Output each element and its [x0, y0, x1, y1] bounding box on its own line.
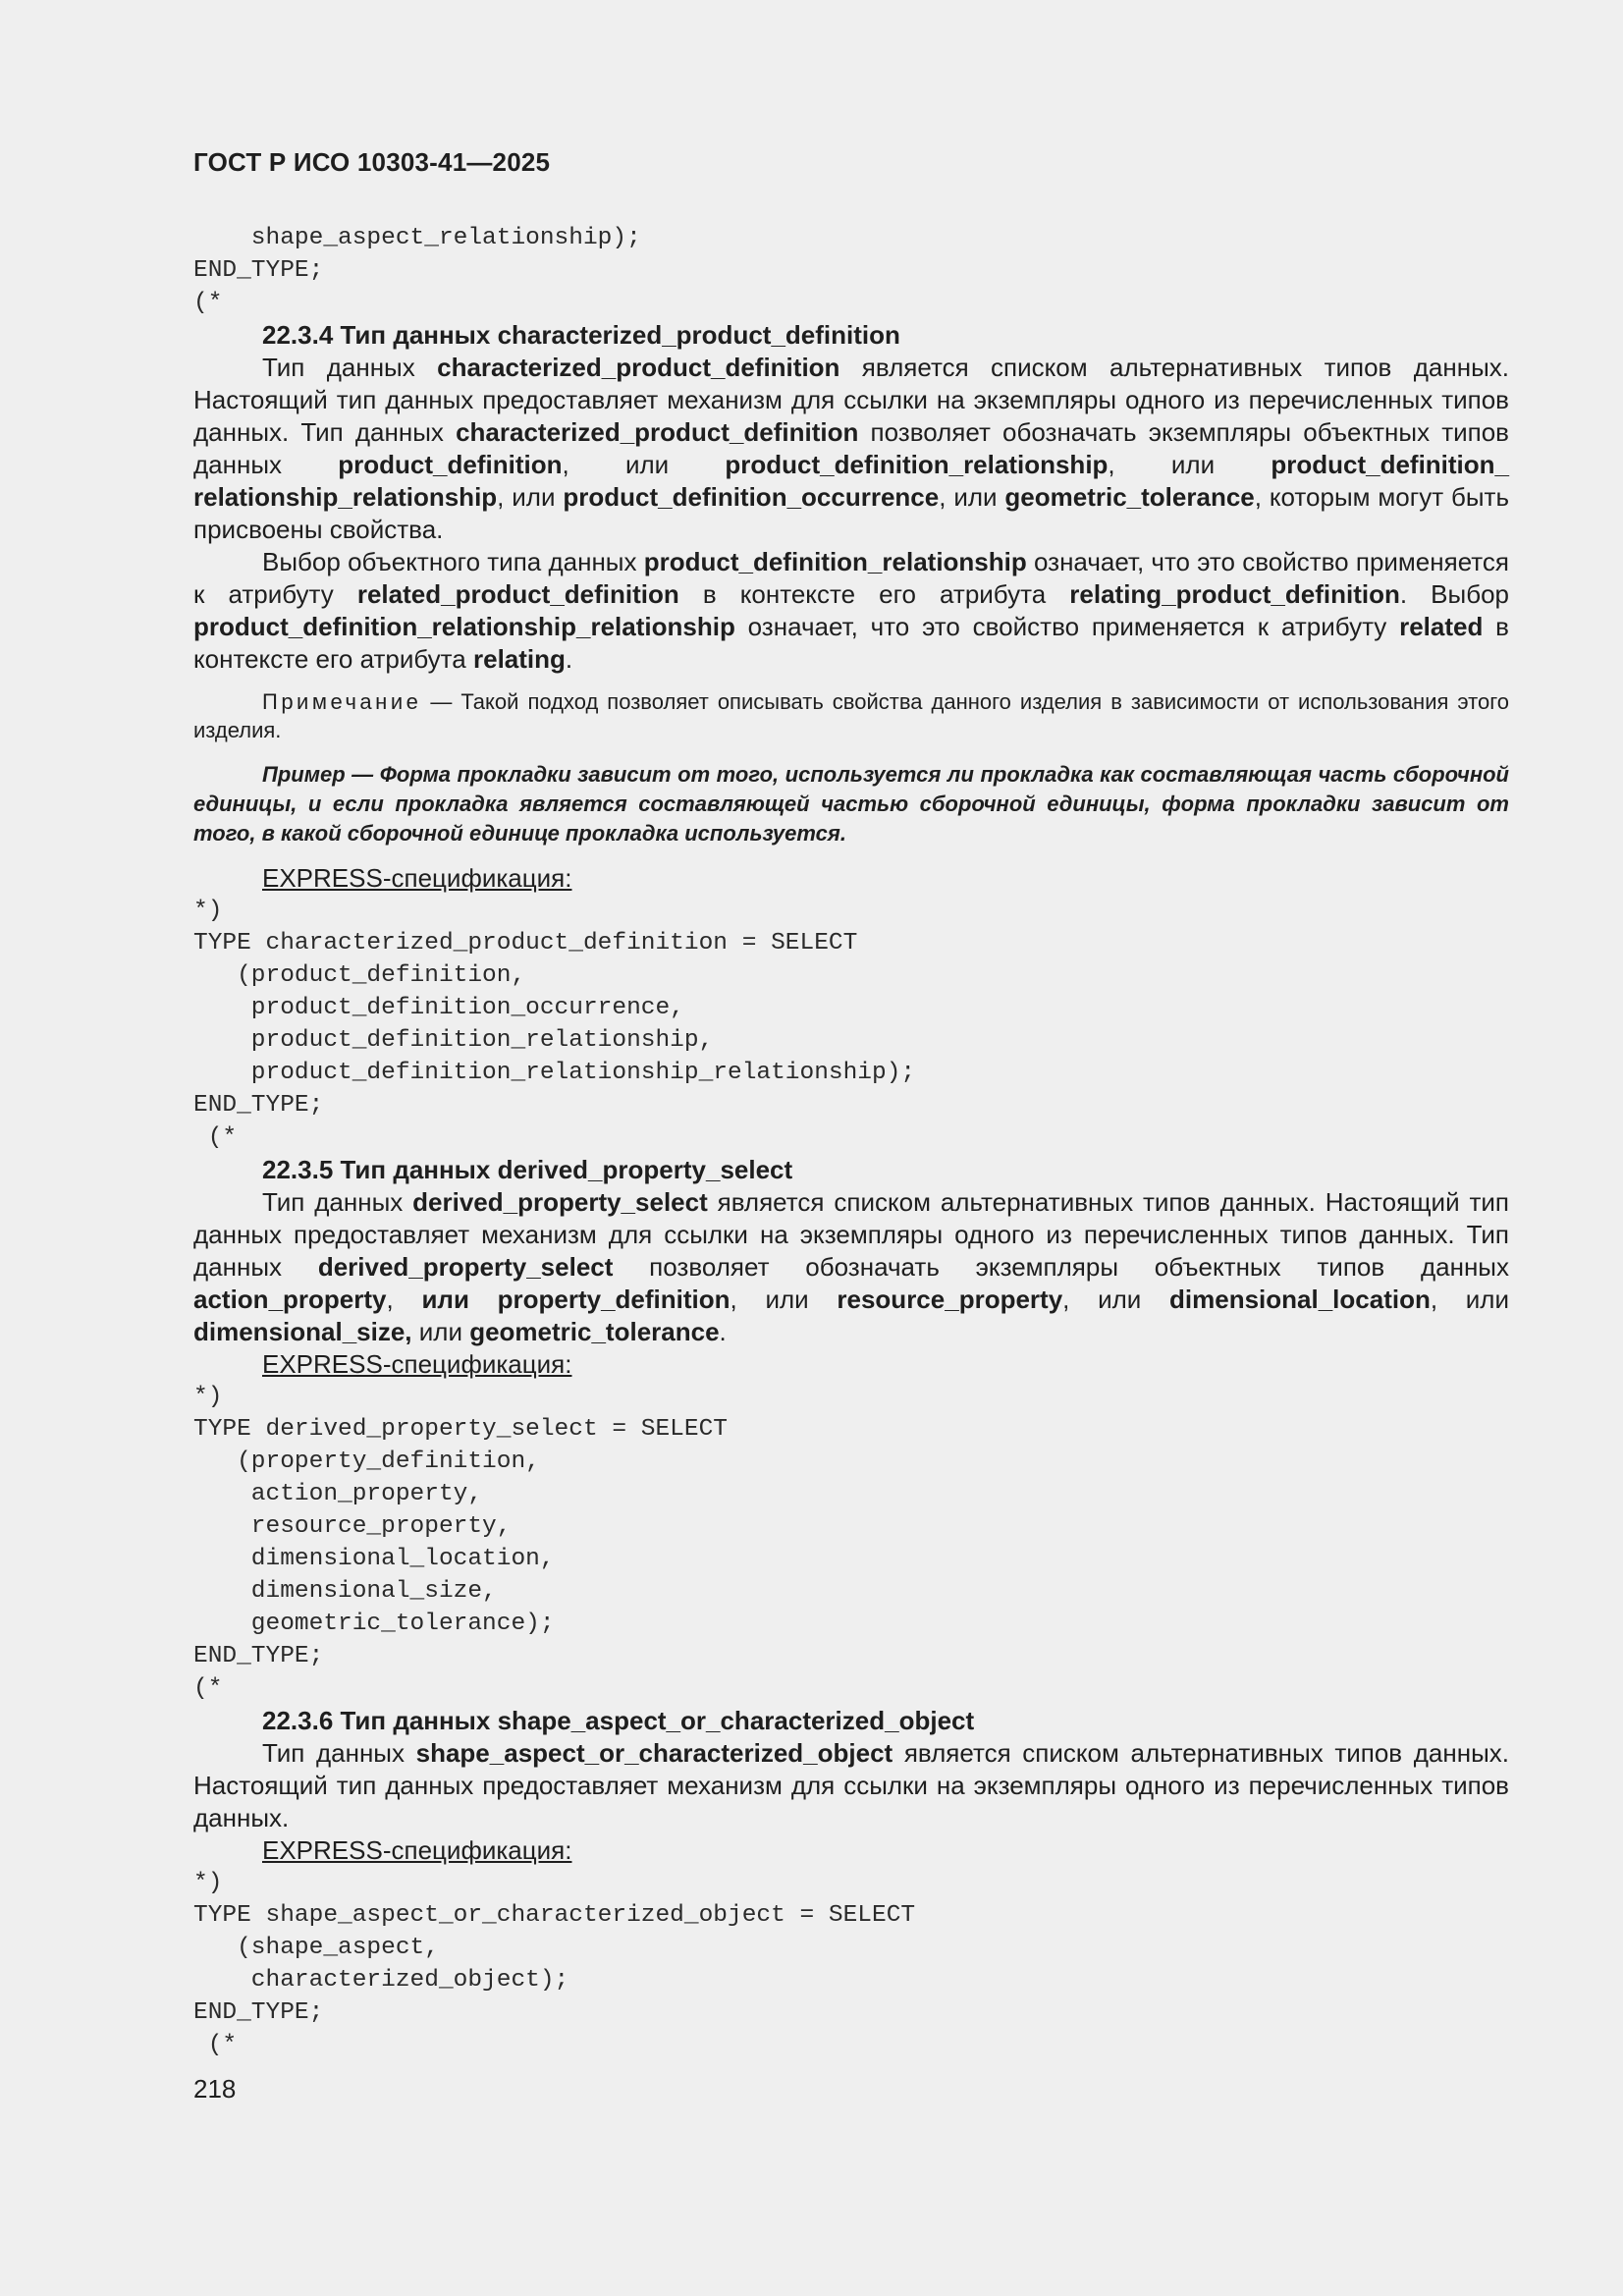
- note: [193, 687, 1509, 744]
- note-text: — Такой подход позволяет описывать свойства данного изделия в зависимости от использования этого изделия.: [193, 689, 1509, 742]
- express-spec-label: EXPRESS-спецификация:: [262, 1349, 572, 1379]
- paragraph: [193, 352, 1509, 546]
- text-run: , или: [730, 1285, 838, 1314]
- section-heading-22-3-6: 22.3.6 Тип данных shape_aspect_or_characterized_object: [262, 1706, 975, 1735]
- bold-term: relating: [472, 644, 566, 674]
- express-spec-label: EXPRESS-спецификация:: [262, 1835, 572, 1865]
- bold-term: dimensional_size,: [193, 1317, 412, 1346]
- bold-term: related: [1399, 612, 1484, 641]
- text-run: в контексте его атрибута: [193, 612, 1509, 674]
- text-run: Тип данных: [262, 353, 438, 382]
- text-run: означает, что это свойство применяется к атрибуту: [193, 547, 1509, 609]
- bold-term: related_product_definition: [356, 579, 679, 609]
- text-run: является списком альтернативных типов данных. Настоящий тип данных предоставляет механизм для ссылки на экземпляры одного из перечисленных типов данных. Тип данных: [193, 1187, 1510, 1282]
- bold-term: product_definition_relationship_relationship: [193, 612, 735, 641]
- text-run: Выбор объектного типа данных: [262, 547, 644, 576]
- example: Пример — Форма прокладки зависит от того, используется ли прокладка как составляющая часть сборочной единицы, и если прокладка является составляющей частью сборочной единицы, форма прокладки зависит от того, в какой сборочной единице прокладка используется.: [193, 762, 1509, 846]
- paragraph: [193, 1186, 1509, 1348]
- text-run: или: [411, 1317, 470, 1346]
- bold-term: product_definition_ relationship_relationship: [193, 450, 1510, 512]
- text-run: Тип данных: [262, 1738, 416, 1768]
- text-run: , или: [497, 482, 564, 512]
- text-run: позволяет обозначать экземпляры объектных типов данных: [613, 1252, 1509, 1282]
- page-number: 218: [193, 2074, 237, 2104]
- text-run: является списком альтернативных типов данных. Настоящий тип данных предоставляет механизм для ссылки на экземпляры одного из перечисленных типов данных. Тип данных: [193, 353, 1509, 447]
- text-run: . Выбор: [1399, 579, 1510, 609]
- bold-term: derived_property_select: [317, 1252, 614, 1282]
- bold-term: product_definition_relationship: [725, 450, 1109, 479]
- text-run: является списком альтернативных типов данных. Настоящий тип данных предоставляет механизм для ссылки на экземпляры одного из перечисленных типов данных.: [193, 1738, 1509, 1832]
- bold-term: product_definition_relationship: [643, 547, 1027, 576]
- text-run: позволяет обозначать экземпляры объектных типов данных: [193, 417, 1509, 479]
- text-run: , или: [562, 450, 726, 479]
- text-run: , которым могут быть присвоены свойства.: [193, 482, 1510, 544]
- text-run: ,: [386, 1285, 422, 1314]
- code-block-1: shape_aspect_relationship); END_TYPE; (*: [193, 225, 641, 316]
- paragraph: [193, 1737, 1509, 1834]
- section-heading-22-3-5: 22.3.5 Тип данных derived_property_select: [262, 1155, 793, 1184]
- bold-term: relating_product_definition: [1069, 579, 1400, 609]
- bold-term: или property_definition: [421, 1285, 730, 1314]
- text-run: означает, что это свойство применяется к атрибуту: [734, 612, 1400, 641]
- bold-term: dimensional_location: [1169, 1285, 1431, 1314]
- code-block-2: *) TYPE characterized_product_definition = SELECT (product_definition, product_definition_occurrence, product_definition_relationship, product_definition_relationship_relationship); END_TYPE; (*: [193, 898, 916, 1151]
- bold-term: derived_property_select: [412, 1187, 708, 1217]
- note-label: Примечание: [262, 689, 422, 714]
- code-block-3: *) TYPE derived_property_select = SELECT (property_definition, action_property, resource_property, dimensional_location, dimensional_size, geometric_tolerance); END_TYPE; (*: [193, 1384, 728, 1702]
- text-run: , или: [1430, 1285, 1509, 1314]
- page-content: [193, 222, 1509, 2061]
- paragraph: [193, 546, 1509, 676]
- bold-term: product_definition_occurrence: [563, 482, 940, 512]
- bold-term: shape_aspect_or_characterized_object: [415, 1738, 893, 1768]
- text-run: Тип данных: [262, 1187, 413, 1217]
- text-run: .: [565, 644, 573, 674]
- text-run: , или: [1062, 1285, 1170, 1314]
- bold-term: geometric_tolerance: [1004, 482, 1255, 512]
- text-run: в контексте его атрибута: [678, 579, 1070, 609]
- bold-term: resource_property: [837, 1285, 1063, 1314]
- express-spec-label: EXPRESS-спецификация:: [262, 863, 572, 893]
- text-run: , или: [1108, 450, 1271, 479]
- bold-term: characterized_product_definition: [437, 353, 840, 382]
- document-header: ГОСТ Р ИСО 10303-41—2025: [193, 147, 551, 177]
- bold-term: characterized_product_definition: [456, 417, 859, 447]
- text-run: , или: [939, 482, 1005, 512]
- code-block-4: *) TYPE shape_aspect_or_characterized_object = SELECT (shape_aspect, characterized_object); END_TYPE; (*: [193, 1870, 916, 2058]
- text-run: .: [719, 1317, 727, 1346]
- section-heading-22-3-4: 22.3.4 Тип данных characterized_product_definition: [262, 320, 900, 350]
- bold-term: product_definition: [338, 450, 563, 479]
- bold-term: action_property: [193, 1285, 387, 1314]
- bold-term: geometric_tolerance: [469, 1317, 720, 1346]
